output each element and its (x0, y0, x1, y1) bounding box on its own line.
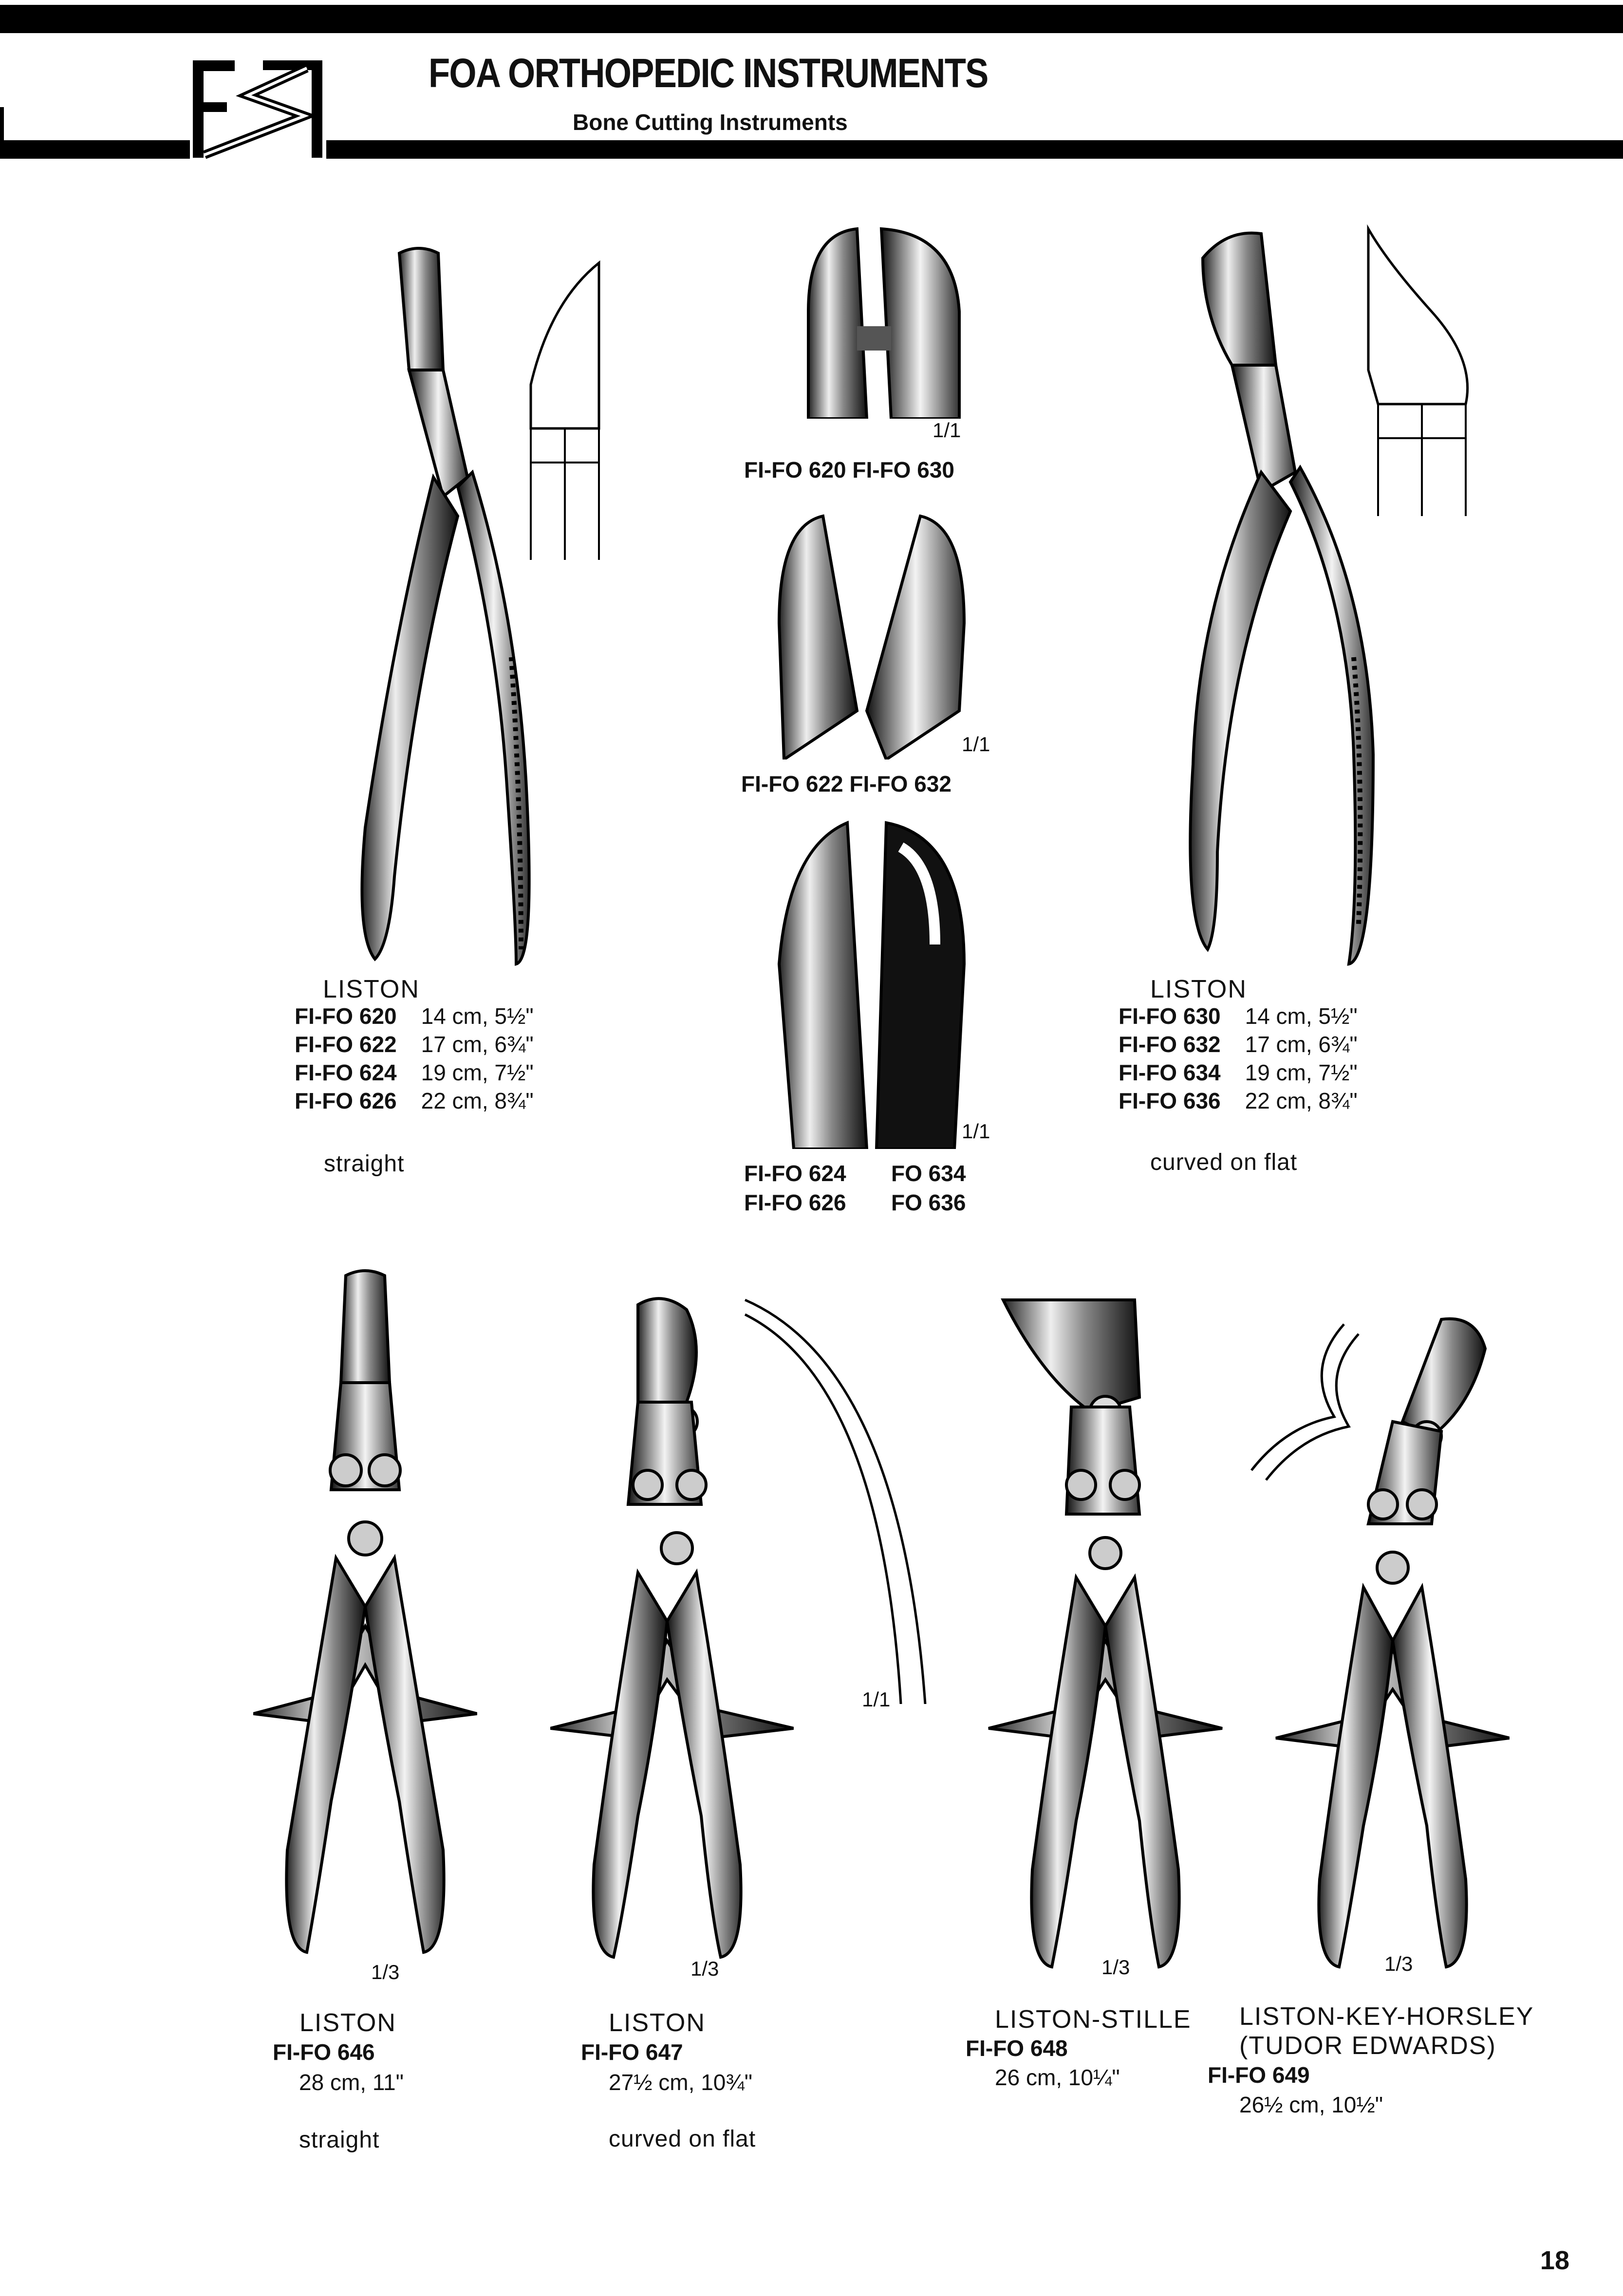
spec-table-liston-straight (295, 1002, 534, 1115)
scale-label-646: 1/3 (371, 1961, 400, 1983)
product-code: FI-FO 632 (1119, 1032, 1221, 1057)
product-style-646: straight (299, 2127, 380, 2153)
table-row (295, 1030, 534, 1058)
jaw-detail-620-630 (799, 224, 974, 419)
page-subtitle: Bone Cutting Instruments (573, 110, 848, 135)
liston-646-illustration (253, 1266, 477, 1957)
detail-code-634: FO 634 (891, 1161, 966, 1186)
product-code: FI-FO 626 (295, 1088, 397, 1113)
product-code-647: FI-FO 647 (581, 2039, 683, 2065)
product-name-649-alt: (TUDOR EDWARDS) (1239, 2032, 1496, 2060)
product-size: 19 cm, 7½" (1245, 1060, 1358, 1085)
product-style-curved: curved on flat (1150, 1149, 1298, 1175)
liston-key-horsley-649-illustration (1247, 1310, 1510, 1972)
product-size: 14 cm, 5½" (421, 1003, 534, 1029)
product-code: FI-FO 624 (295, 1060, 397, 1085)
product-code: FI-FO 634 (1119, 1060, 1221, 1085)
product-size: 19 cm, 7½" (421, 1060, 534, 1085)
scale-label-649: 1/3 (1384, 1952, 1413, 1975)
product-name-647: LISTON (609, 2009, 706, 2037)
scale-label-detail-1: 1/1 (933, 419, 961, 442)
product-size-648: 26 cm, 10¼" (995, 2065, 1120, 2090)
detail-code-636: FO 636 (891, 1190, 966, 1215)
product-size: 22 cm, 8¾" (421, 1088, 534, 1113)
product-code-649: FI-FO 649 (1208, 2062, 1310, 2088)
liston-curved-jaw-profile (1359, 224, 1480, 526)
page-number: 18 (1540, 2246, 1569, 2275)
table-row (295, 1087, 534, 1115)
product-size-647: 27½ cm, 10¾" (609, 2070, 753, 2095)
product-name-648: LISTON-STILLE (995, 2005, 1192, 2034)
product-code: FI-FO 636 (1119, 1088, 1221, 1113)
liston-stille-648-illustration (984, 1290, 1227, 1972)
table-row (295, 1058, 534, 1087)
jaw-detail-624-626 (769, 818, 974, 1149)
detail-code-624: FI-FO 624 (744, 1161, 846, 1186)
page-title: FOA ORTHOPEDIC INSTRUMENTS (429, 50, 988, 96)
product-name-liston-curved: LISTON (1150, 975, 1247, 1003)
jaw-detail-622-632 (769, 506, 974, 759)
detail-codes-2: FI-FO 622 FI-FO 632 (741, 771, 951, 796)
table-row (1119, 1058, 1358, 1087)
product-name-649: LISTON-KEY-HORSLEY (1239, 2002, 1534, 2031)
product-size-646: 28 cm, 11" (299, 2070, 404, 2095)
product-size: 17 cm, 6¾" (1245, 1032, 1358, 1057)
product-size: 17 cm, 6¾" (421, 1032, 534, 1057)
liston-straight-jaw-profile (521, 258, 609, 570)
detail-codes-1: FI-FO 620 FI-FO 630 (744, 457, 954, 482)
table-row (295, 1002, 534, 1030)
scale-label-648: 1/3 (1101, 1956, 1130, 1979)
header-top-bar (0, 5, 1623, 33)
header-left-tick (0, 107, 4, 141)
liston-straight-illustration (321, 243, 555, 983)
product-code-646: FI-FO 646 (273, 2039, 375, 2065)
table-row (1119, 1002, 1358, 1030)
product-code: FI-FO 630 (1119, 1003, 1221, 1029)
spec-table-liston-curved (1119, 1002, 1358, 1115)
product-name-646: LISTON (299, 2009, 396, 2037)
scale-label-detail-2: 1/1 (962, 733, 990, 756)
scale-label-detail-3: 1/1 (962, 1120, 990, 1143)
liston-647-curve-profile (740, 1295, 945, 1704)
product-code: FI-FO 622 (295, 1032, 397, 1057)
product-code-648: FI-FO 648 (966, 2036, 1068, 2061)
product-size: 14 cm, 5½" (1245, 1003, 1358, 1029)
company-logo (190, 57, 326, 160)
product-name-liston-straight: LISTON (323, 975, 420, 1003)
detail-code-626: FI-FO 626 (744, 1190, 846, 1215)
product-size: 22 cm, 8¾" (1245, 1088, 1358, 1113)
product-size-649: 26½ cm, 10½" (1239, 2092, 1383, 2117)
scale-label-647: 1/3 (690, 1957, 719, 1980)
profile-scale-647: 1/1 (862, 1688, 891, 1711)
product-code: FI-FO 620 (295, 1003, 397, 1029)
product-style-647: curved on flat (609, 2126, 756, 2152)
product-style-straight: straight (324, 1151, 405, 1177)
table-row (1119, 1087, 1358, 1115)
table-row (1119, 1030, 1358, 1058)
